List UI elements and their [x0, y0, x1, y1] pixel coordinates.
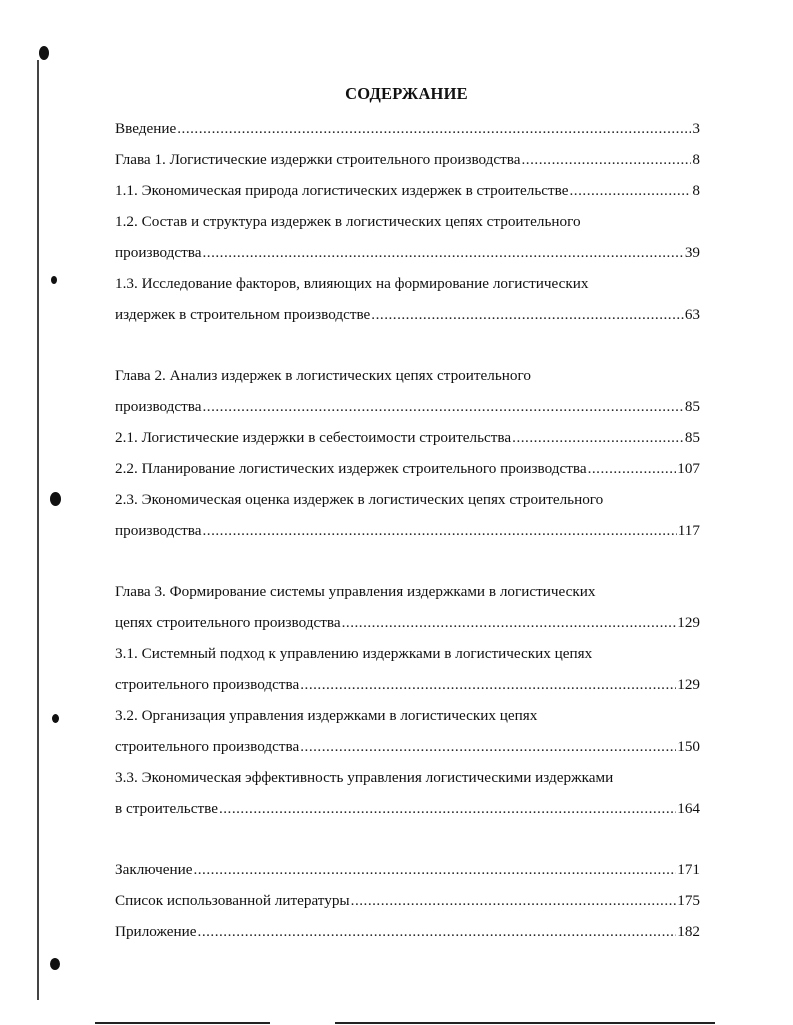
toc-entry-title: в строительстве — [115, 800, 218, 817]
dot-leader — [202, 515, 676, 546]
toc-entry-section-2-2 — [115, 453, 700, 484]
toc-entry-title: Список использованной литературы — [115, 892, 350, 909]
toc-entry-title: Введение — [115, 120, 177, 137]
binding-hole-mark — [50, 958, 60, 970]
toc-entry-title: 2.1. Логистические издержки в себестоимости строительства — [115, 429, 512, 446]
section-gap — [115, 330, 700, 360]
toc-entry-page: 182 — [677, 923, 700, 940]
toc-entry-section-3-1-line2 — [115, 669, 700, 700]
dot-leader — [202, 391, 683, 422]
toc-entry-introduction — [115, 113, 700, 144]
dot-leader — [522, 144, 692, 175]
toc-entry-title: цепях строительного производства — [115, 614, 341, 631]
page-title: СОДЕРЖАНИЕ — [345, 84, 468, 103]
toc-entry-page: 8 — [692, 182, 700, 199]
binding-hole-mark — [51, 276, 57, 284]
dot-leader — [512, 422, 684, 453]
toc-entry-title: производства — [115, 398, 202, 415]
toc-entry-section-1-1 — [115, 175, 700, 206]
toc-entry-appendix — [115, 916, 700, 947]
toc-entry-page: 117 — [677, 522, 700, 539]
toc-entry-section-3-1-line1: 3.1. Системный подход к управлению издержками в логистических цепях — [115, 645, 593, 662]
dot-leader — [198, 916, 677, 947]
section-gap — [115, 824, 700, 854]
toc-entry-section-1-3-line1: 1.3. Исследование факторов, влияющих на формирование логистических — [115, 275, 589, 292]
toc-entry-chapter-1 — [115, 144, 700, 175]
toc-entry-section-1-2-line1: 1.2. Состав и структура издержек в логистических цепях строительного — [115, 213, 581, 230]
toc-entry-title: Глава 1. Логистические издержки строительного производства — [115, 151, 521, 168]
toc-entry-page: 164 — [677, 800, 700, 817]
dot-leader — [570, 175, 692, 206]
toc-entry-page: 63 — [684, 306, 700, 323]
toc-entry-page: 107 — [677, 460, 700, 477]
toc-entry-page: 129 — [677, 614, 700, 631]
dot-leader — [342, 607, 677, 638]
dot-leader — [193, 854, 676, 885]
toc-entry-page: 85 — [684, 429, 700, 446]
toc-entry-chapter-2-line1: Глава 2. Анализ издержек в логистических цепях строительного — [115, 367, 531, 384]
dot-leader — [177, 113, 691, 144]
toc-entry-title: строительного производства — [115, 676, 300, 693]
toc-entry-page: 175 — [677, 892, 700, 909]
toc-entry-title: производства — [115, 522, 202, 539]
toc-entry-section-2-3-line2 — [115, 515, 700, 546]
dot-leader — [371, 299, 684, 330]
toc-entry-title: Приложение — [115, 923, 197, 940]
toc-entry-title: 1.1. Экономическая природа логистических издержек в строительстве — [115, 182, 569, 199]
toc-entry-page: 3 — [692, 120, 700, 137]
toc-entry-chapter-3-line2 — [115, 607, 700, 638]
toc-entry-section-1-2-line2 — [115, 237, 700, 268]
toc-entry-section-3-2-line1: 3.2. Организация управления издержками в логистических цепях — [115, 707, 538, 724]
toc-entry-title: производства — [115, 244, 202, 261]
binding-hole-mark — [50, 492, 61, 506]
toc-entry-page: 171 — [677, 861, 700, 878]
toc-entry-page: 150 — [677, 738, 700, 755]
toc-entry-title: строительного производства — [115, 738, 300, 755]
toc-entry-page: 39 — [684, 244, 700, 261]
toc-entry-bibliography — [115, 885, 700, 916]
dot-leader — [588, 453, 677, 484]
bottom-scan-rule — [335, 1022, 715, 1024]
margin-line — [37, 60, 39, 1000]
binding-hole-mark — [39, 46, 49, 60]
dot-leader — [351, 885, 677, 916]
toc-entry-page: 85 — [684, 398, 700, 415]
toc-entry-section-1-3-line2 — [115, 299, 700, 330]
toc-entry-title: 2.2. Планирование логистических издержек строительного производства — [115, 460, 587, 477]
dot-leader — [300, 669, 676, 700]
toc-entry-title: издержек в строительном производстве — [115, 306, 371, 323]
dot-leader — [300, 731, 676, 762]
toc-entry-title: Заключение — [115, 861, 193, 878]
toc-entry-chapter-3-line1: Глава 3. Формирование системы управления издержками в логистических — [115, 583, 596, 600]
toc-entry-conclusion — [115, 854, 700, 885]
dot-leader — [219, 793, 676, 824]
section-gap — [115, 546, 700, 576]
toc-entry-page: 8 — [692, 151, 700, 168]
bottom-scan-rule — [95, 1022, 270, 1024]
binding-hole-mark — [52, 714, 59, 723]
toc-entry-section-3-2-line2 — [115, 731, 700, 762]
toc-entry-page: 129 — [677, 676, 700, 693]
toc-entry-section-2-1 — [115, 422, 700, 453]
dot-leader — [202, 237, 683, 268]
toc-entry-section-3-3-line1: 3.3. Экономическая эффективность управления логистическими издержками — [115, 769, 614, 786]
toc-entry-chapter-2-line2 — [115, 391, 700, 422]
toc-entry-section-3-3-line2 — [115, 793, 700, 824]
toc-entry-section-2-3-line1: 2.3. Экономическая оценка издержек в логистических цепях строительного — [115, 491, 604, 508]
table-of-contents — [115, 113, 700, 947]
